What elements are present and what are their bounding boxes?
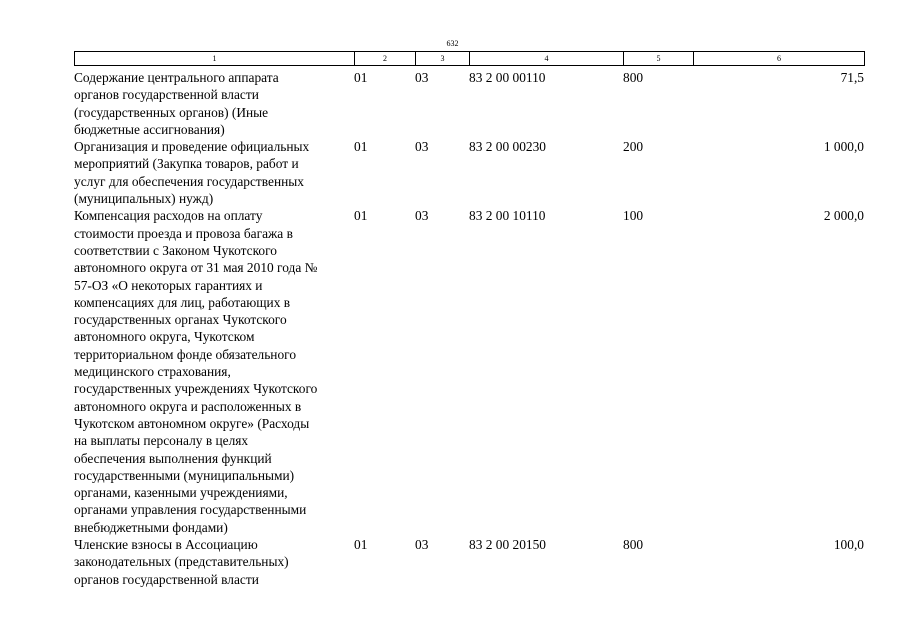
table-row — [74, 207, 864, 536]
table-row — [74, 138, 864, 207]
expense-name: Членские взносы в Ассоциацию законодательных (представительных) органов государственной власти — [74, 537, 289, 587]
subsection-code: 03 — [415, 139, 429, 155]
amount: 2 000,0 — [823, 208, 864, 224]
budget-rows — [74, 69, 864, 588]
table-row — [74, 536, 864, 588]
section-code: 01 — [354, 70, 368, 85]
column-header-5: 5 — [624, 52, 694, 66]
expense-type-code: 200 — [623, 139, 644, 155]
target-article-code: 83 2 00 00230 — [469, 139, 546, 155]
amount: 1 000,0 — [823, 139, 864, 155]
column-header-4: 4 — [470, 52, 624, 66]
column-header-row — [75, 52, 865, 66]
expense-type-code: 800 — [623, 70, 644, 85]
target-article-code: 83 2 00 10110 — [469, 208, 546, 224]
subsection-code: 03 — [415, 208, 429, 224]
column-header-table — [74, 51, 865, 66]
table-row — [74, 69, 864, 138]
target-article-code: 83 2 00 20150 — [469, 537, 546, 553]
column-header-6: 6 — [694, 52, 865, 66]
page-number: 632 — [446, 39, 459, 48]
amount: 100,0 — [833, 537, 864, 553]
expense-name: Содержание центрального аппарата органов государственной власти (государственных органов) (Иные бюджетные ассигнования) — [74, 70, 279, 137]
expense-type-code: 100 — [623, 208, 644, 224]
section-code: 01 — [354, 208, 368, 224]
subsection-code: 03 — [415, 70, 429, 85]
expense-name: Организация и проведение официальных мероприятий (Закупка товаров, работ и услуг для обеспечения государственных (муниципальных) нужд) — [74, 139, 310, 207]
section-code: 01 — [354, 139, 368, 155]
amount: 71,5 — [840, 70, 864, 85]
section-code: 01 — [354, 537, 368, 553]
column-header-3: 3 — [416, 52, 470, 66]
column-header-2: 2 — [355, 52, 416, 66]
column-header-1: 1 — [75, 52, 355, 66]
target-article-code: 83 2 00 00110 — [469, 70, 546, 85]
expense-name: Компенсация расходов на оплату стоимости проезда и провоза багажа в соответствии с Законом Чукотского автономного округа от 31 мая 2010 года № 57-ОЗ «О некоторых гарантиях и компенсациях для лиц, работающих в государственных органах Чукотского автономного округа, Чукотском территориальном фонде обязательного медицинского страхования, государственных учреждениях Чукотского автономного округа и расположенных в Чукотском автономном округе» (Расходы на выплаты персоналу в целях обеспечения выполнения функций государственными (муниципальными) органами, казенными учреждениями, органами управления государственными внебюджетными фондами) — [74, 208, 318, 535]
subsection-code: 03 — [415, 537, 429, 553]
expense-type-code: 800 — [623, 537, 644, 553]
